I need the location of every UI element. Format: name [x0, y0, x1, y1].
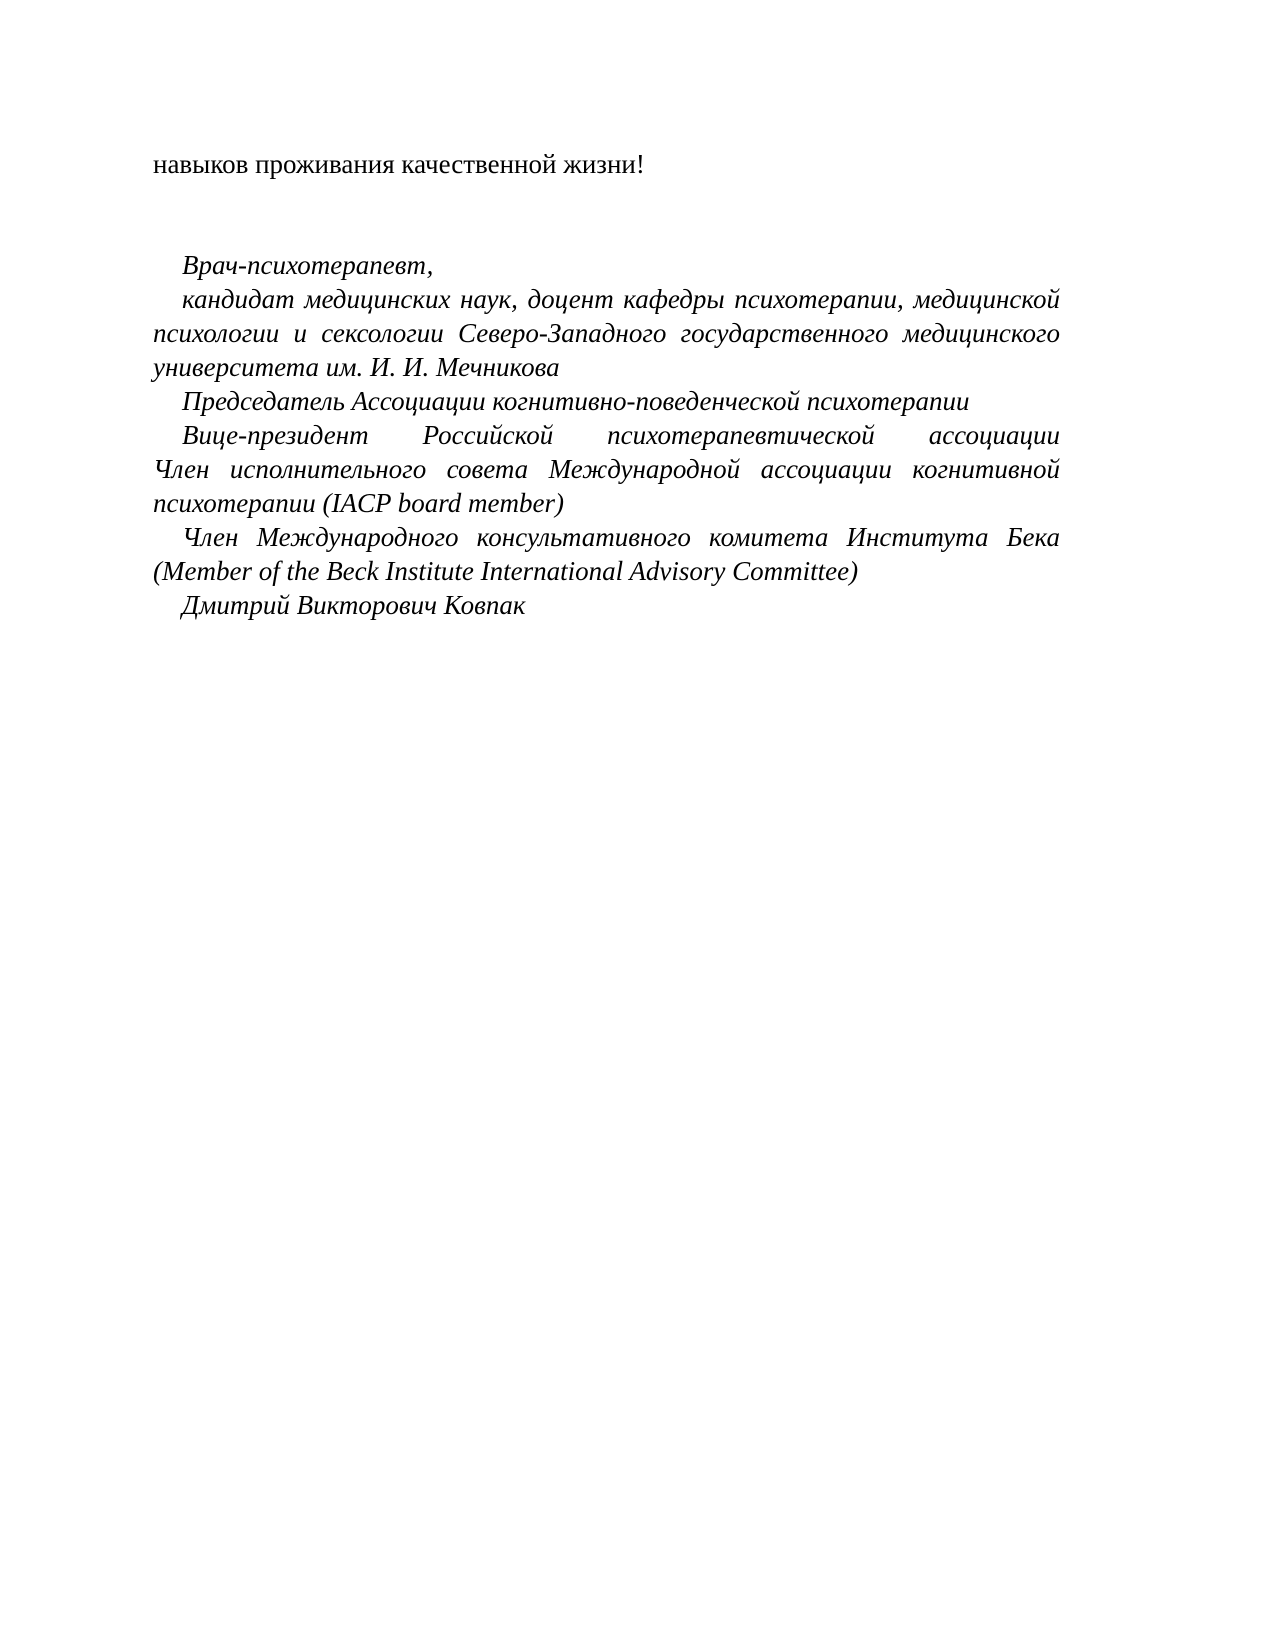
- author-signature: [153, 248, 1060, 622]
- signature-position: Врач-психотерапевт,: [182, 250, 434, 280]
- signature-beck-member: Член Международного консультативного комитета Института Бека (Member of the Beck Institute International Advisory Committee): [153, 522, 1060, 586]
- signature-chair: Председатель Ассоциации когнитивно-поведенческой психотерапии: [182, 386, 970, 416]
- signature-degree: кандидат медицинских наук, доцент кафедры психотерапии, медицинской психологии и сексологии Северо-Западного государственного медицинского университета им. И. И. Мечникова: [153, 284, 1060, 382]
- closing-line: навыков проживания качественной жизни!: [153, 149, 645, 179]
- signature-iacp-member: Член исполнительного совета Международной ассоциации когнитивной психотерапии (IACP board member): [153, 454, 1060, 518]
- signature-name: Дмитрий Викторович Ковпак: [182, 590, 526, 620]
- signature-vice-president: Вице-президент Российской психотерапевтической ассоциации: [182, 420, 1060, 450]
